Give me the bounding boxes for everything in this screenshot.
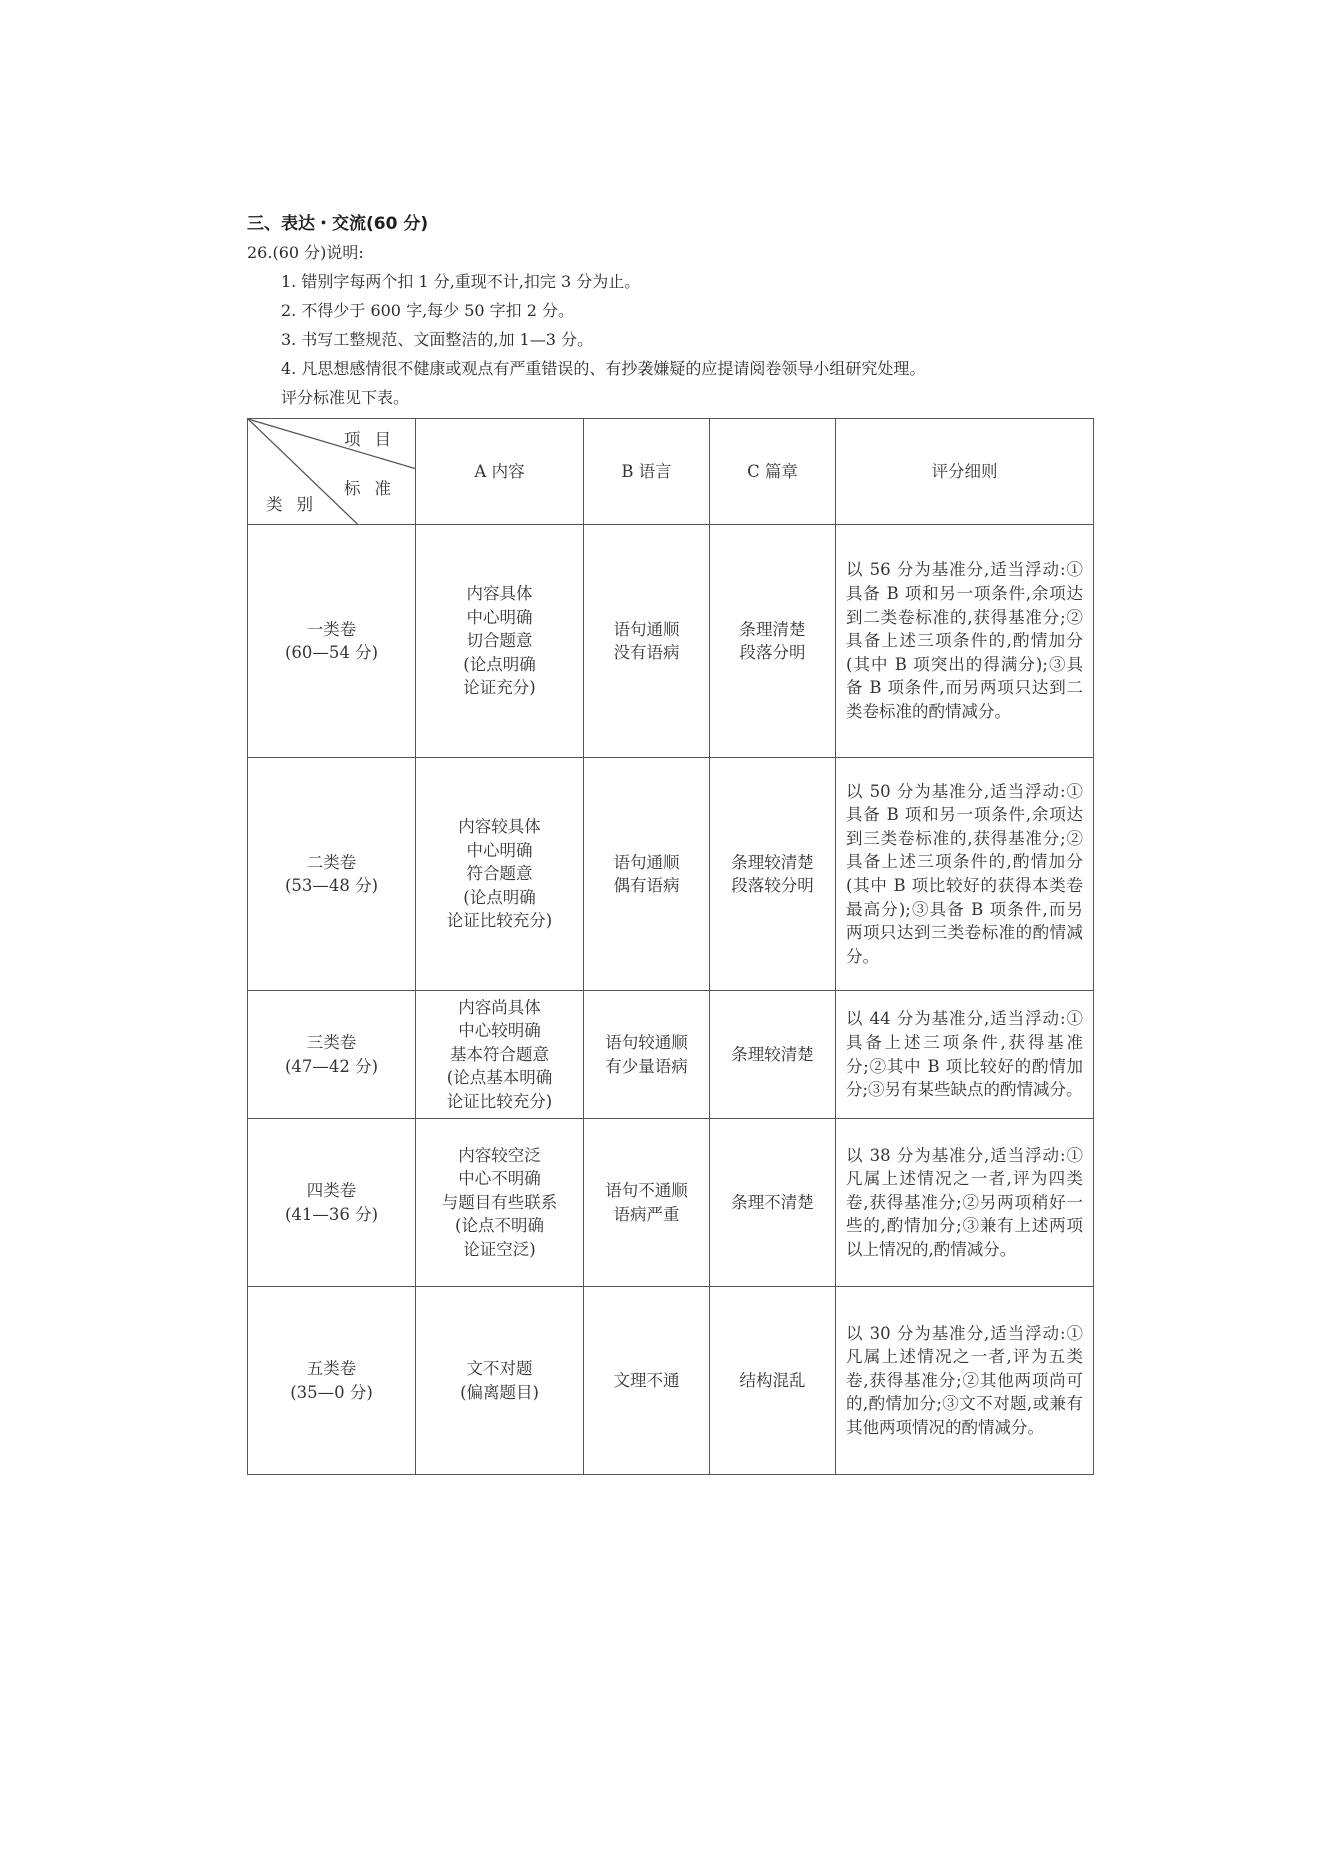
category-score: (41—36 分) — [284, 1204, 379, 1224]
content-line: 论证比较充分) — [446, 1091, 553, 1111]
content-line: 内容尚具体 — [458, 997, 541, 1017]
content-line: 内容较具体 — [458, 817, 541, 837]
content-cell — [416, 1119, 584, 1287]
table-row — [248, 525, 1094, 758]
table-row — [248, 991, 1094, 1119]
language-line: 语句较通顺 — [605, 1033, 688, 1052]
language-cell — [584, 1119, 710, 1287]
category-cell — [248, 758, 416, 991]
note-item: 1. 错别字每两个扣 1 分,重现不计,扣完 3 分为止。 — [281, 272, 641, 291]
table-header-row — [248, 419, 1094, 525]
detail-cell: 以 38 分为基准分,适当浮动:①凡属上述情况之一者,评为四类卷,获得基准分;②另两项稍好一些的,酌情加分;③兼有上述两项以上情况的,酌情减分。 — [836, 1119, 1094, 1287]
language-line: 没有语病 — [613, 643, 680, 662]
content-line: 基本符合题意 — [450, 1044, 549, 1064]
category-cell — [248, 525, 416, 758]
content-line: (偏离题目) — [460, 1382, 539, 1402]
content-cell — [416, 758, 584, 991]
category-name: 四类卷 — [306, 1181, 357, 1200]
table-row — [248, 1287, 1094, 1475]
language-line: 有少量语病 — [605, 1056, 688, 1076]
structure-line: 条理较清楚 — [731, 1044, 814, 1064]
category-score: (47—42 分) — [284, 1056, 379, 1076]
language-line: 文理不通 — [613, 1370, 680, 1390]
header-col-a: A 内容 — [416, 419, 584, 525]
detail-cell: 以 56 分为基准分,适当浮动:①具备 B 项和另一项条件,余项达到二类卷标准的,获得基准分;②具备上述三项条件的,酌情加分(其中 B 项突出的得满分);③具备 B 项条件,而另两项只达到二类卷标准的酌情减分。 — [836, 525, 1094, 758]
note-item: 3. 书写工整规范、文面整洁的,加 1—3 分。 — [281, 330, 593, 349]
section-title: 三、表达・交流(60 分) — [247, 214, 429, 234]
category-name: 五类卷 — [306, 1359, 357, 1378]
category-cell — [248, 1287, 416, 1475]
content-line: 中心明确 — [466, 607, 533, 627]
content-line: 与题目有些联系 — [441, 1192, 558, 1212]
structure-line: 条理清楚 — [739, 619, 806, 639]
category-score: (35—0 分) — [290, 1382, 373, 1402]
question-header: 26.(60 分)说明: — [247, 243, 364, 262]
content-line: 中心较明确 — [458, 1021, 541, 1041]
content-line: 论证充分) — [463, 678, 536, 698]
language-line: 语句通顺 — [613, 852, 680, 872]
content-line: 中心不明确 — [458, 1169, 541, 1189]
structure-cell — [710, 525, 836, 758]
category-cell — [248, 991, 416, 1119]
structure-line: 段落较分明 — [731, 876, 814, 895]
header-col-detail: 评分细则 — [836, 419, 1094, 525]
table-row — [248, 1119, 1094, 1287]
content-cell — [416, 1287, 584, 1475]
category-name: 一类卷 — [306, 619, 357, 639]
scoring-notes — [247, 267, 1097, 412]
structure-line: 条理不清楚 — [731, 1192, 814, 1212]
language-cell — [584, 525, 710, 758]
structure-line: 段落分明 — [739, 643, 806, 662]
language-cell — [584, 758, 710, 991]
content-line: 内容具体 — [466, 584, 533, 604]
content-line: 切合题意 — [466, 631, 533, 651]
category-cell — [248, 1119, 416, 1287]
structure-cell — [710, 758, 836, 991]
category-score: (53—48 分) — [284, 876, 379, 895]
diagonal-header-cell — [248, 419, 416, 525]
content-line: 中心明确 — [466, 840, 533, 860]
detail-cell: 以 30 分为基准分,适当浮动:①凡属上述情况之一者,评为五类卷,获得基准分;②其他两项尚可的,酌情加分;③文不对题,或兼有其他两项情况的酌情减分。 — [836, 1287, 1094, 1475]
rubric-table — [247, 418, 1094, 1475]
category-name: 二类卷 — [306, 852, 357, 872]
structure-cell — [710, 1287, 836, 1475]
content-line: 论证空泛) — [463, 1239, 536, 1259]
content-cell — [416, 991, 584, 1119]
structure-cell — [710, 991, 836, 1119]
note-item: 评分标准见下表。 — [281, 388, 410, 407]
content-line: 论证比较充分) — [446, 911, 553, 931]
detail-cell: 以 44 分为基准分,适当浮动:①具备上述三项条件,获得基准分;②其中 B 项比较好的酌情加分;③另有某些缺点的酌情减分。 — [836, 991, 1094, 1119]
detail-cell: 以 50 分为基准分,适当浮动:①具备 B 项和另一项条件,余项达到三类卷标准的,获得基准分;②具备上述三项条件的,酌情加分(其中 B 项比较好的获得本类卷最高分);③具备 B 项条件,而另两项只达到三类卷标准的酌情减分。 — [836, 758, 1094, 991]
header-col-b: B 语言 — [584, 419, 710, 525]
language-line: 语病严重 — [613, 1204, 680, 1224]
content-line: 内容较空泛 — [458, 1145, 541, 1165]
diag-label-item: 项目 — [344, 430, 405, 449]
diag-label-category: 类别 — [266, 495, 327, 514]
structure-line: 结构混乱 — [739, 1370, 806, 1390]
content-line: 文不对题 — [466, 1359, 533, 1378]
content-line: (论点明确 — [463, 654, 536, 674]
structure-line: 条理较清楚 — [731, 852, 814, 872]
category-name: 三类卷 — [306, 1033, 357, 1052]
diag-label-standard: 标准 — [344, 479, 405, 498]
content-line: (论点明确 — [463, 887, 536, 907]
language-line: 偶有语病 — [613, 876, 680, 895]
content-cell — [416, 525, 584, 758]
scoring-section — [247, 210, 1097, 412]
language-line: 语句通顺 — [613, 619, 680, 639]
language-line: 语句不通顺 — [605, 1181, 688, 1200]
language-cell — [584, 991, 710, 1119]
category-score: (60—54 分) — [284, 643, 379, 662]
structure-cell — [710, 1119, 836, 1287]
table-row — [248, 758, 1094, 991]
content-line: (论点基本明确 — [446, 1068, 553, 1088]
note-item: 4. 凡思想感情很不健康或观点有严重错误的、有抄袭嫌疑的应提请阅卷领导小组研究处理。 — [281, 359, 926, 378]
content-line: 符合题意 — [466, 864, 533, 884]
content-line: (论点不明确 — [455, 1216, 544, 1236]
note-item: 2. 不得少于 600 字,每少 50 字扣 2 分。 — [281, 301, 575, 320]
header-col-c: C 篇章 — [710, 419, 836, 525]
language-cell — [584, 1287, 710, 1475]
